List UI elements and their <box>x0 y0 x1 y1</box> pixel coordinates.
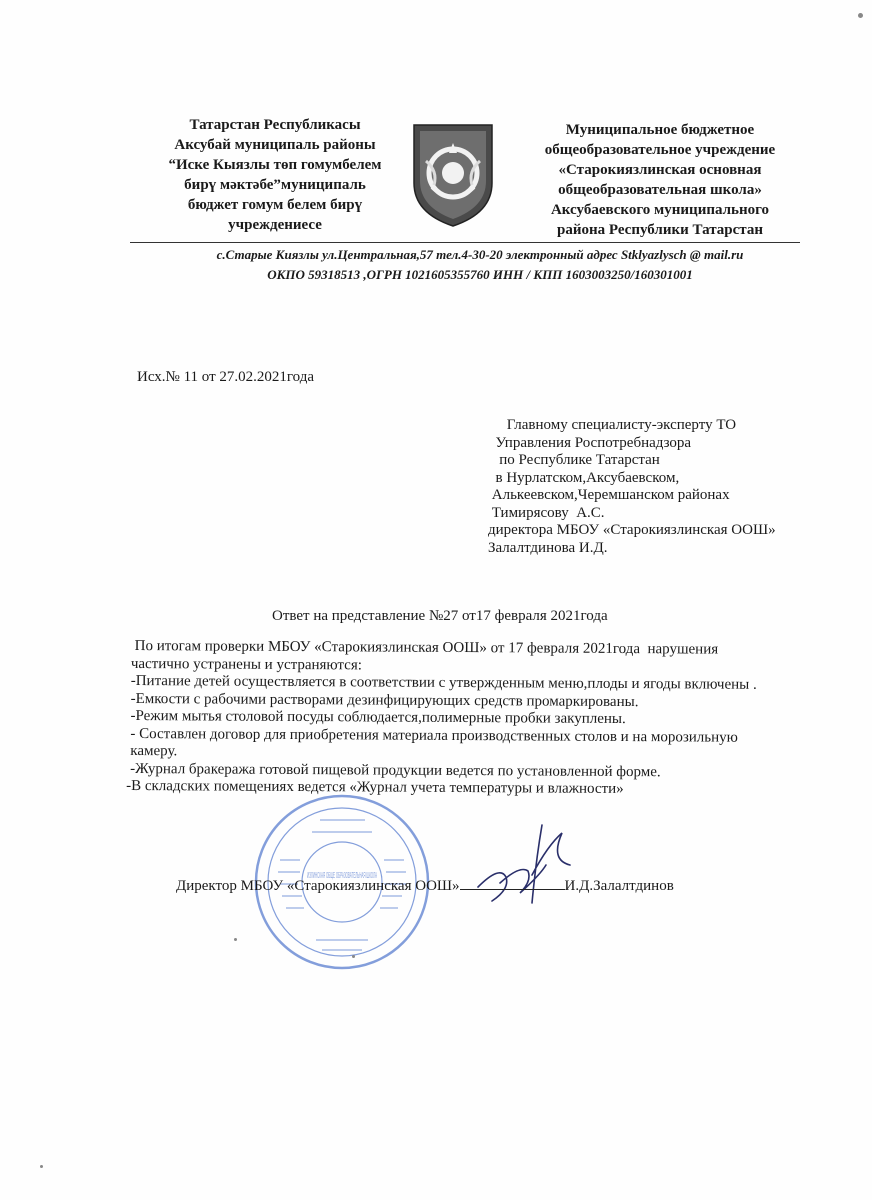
header-tatar-text <box>140 115 410 235</box>
header-right-line: Аксубаевского муниципального <box>550 202 770 218</box>
header-right-line: района Республики Татарстан <box>557 222 763 238</box>
contact-details <box>130 245 830 285</box>
header-right-line: «Старокиязлинская основная <box>558 162 762 178</box>
recipient-line: Управления Роспотребнадзора <box>488 434 692 451</box>
recipient-line: директора МБОУ «Старокиязлинская ООШ» <box>488 522 776 538</box>
body-line: По итогам проверки МБОУ «Старокиязлинская ООШ» от 17 февраля 2021года нарушения <box>130 638 719 658</box>
recipient-line: Залалтдинова И.Д. <box>488 539 608 556</box>
signer-name: И.Д.Залалтдинов <box>564 878 674 894</box>
contact-address-line: с.Старые Киязлы ул.Центральная,57 тел.4-30-20 электронный адрес Stklyazlysch @ mail.ru <box>216 247 744 262</box>
scan-speck <box>352 955 355 958</box>
recipient-line: Главному специалисту-эксперту ТО <box>488 417 737 433</box>
recipient-line: по Республике Татарстан <box>488 452 660 468</box>
document-title: Ответ на представление №27 от17 февраля 2021года <box>272 608 608 624</box>
body-line: - Составлен договор для приобретения материала производственных столов и на морозильную <box>130 725 738 746</box>
header-divider <box>130 242 800 243</box>
body-line: -Емкости с рабочими растворами дезинфицирующих средств промаркированы. <box>130 690 639 710</box>
body-line: -Журнал бракеража готовой пищевой продукции ведется по установленной форме. <box>130 760 661 780</box>
body-line: -В складских помещениях ведется «Журнал учета температуры и влажности» <box>126 777 624 798</box>
recipient-line: Алькеевском,Черемшанском районах <box>488 487 730 503</box>
coat-of-arms-icon <box>408 121 498 229</box>
signature-blank <box>460 877 565 890</box>
body-line: камеру. <box>130 742 178 760</box>
body-line: частично устранены и устраняются: <box>130 655 362 673</box>
scan-speck <box>234 938 237 941</box>
signature-line <box>176 877 674 895</box>
header-left-line: бюджет гомум белем бирү <box>187 197 363 213</box>
header-right-line: общеобразовательная школа» <box>558 182 762 198</box>
body-line: -Режим мытья столовой посуды соблюдается,полимерные пробки закуплены. <box>130 707 626 728</box>
recipient-line: Тимирясову А.С. <box>488 504 605 521</box>
header-left-line: Аксубай муниципаль районы <box>174 137 376 153</box>
document-body <box>126 638 851 800</box>
header-left-line: “Иске Кыязлы төп гомумбелем <box>168 157 382 173</box>
stamp-inner-text: ИЗЛИНСКАЯ ОБЩЕ ОБРАЗОВАТЕЛЬНАЯ ШКОЛА <box>307 871 378 880</box>
header-right-line: Муниципальное бюджетное <box>565 122 755 138</box>
handwritten-signature <box>470 805 580 915</box>
recipient-block <box>488 417 828 557</box>
header-left-line: Татарстан Республикасы <box>189 117 361 133</box>
header-left-line: бирү мәктәбе”муниципаль <box>184 177 366 193</box>
header-left-line: учреждениесе <box>228 217 322 233</box>
header-right-line: общеобразовательное учреждение <box>544 142 776 158</box>
scan-speck <box>858 13 863 18</box>
scan-speck <box>40 1165 43 1168</box>
body-line: -Питание детей осуществляется в соответствии с утвержденным меню,плоды и ягоды включены . <box>130 672 757 693</box>
contact-registry-line: ОКПО 59318513 ,ОГРН 1021605355760 ИНН / КПП 1603003250/160301001 <box>267 267 693 282</box>
outgoing-reference: Исх.№ 11 от 27.02.2021года <box>137 369 315 385</box>
recipient-line: в Нурлатском,Аксубаевском, <box>488 469 680 486</box>
signer-position: Директор МБОУ «Старокиязлинская ООШ» <box>176 878 460 894</box>
header-russian-text <box>520 120 800 240</box>
